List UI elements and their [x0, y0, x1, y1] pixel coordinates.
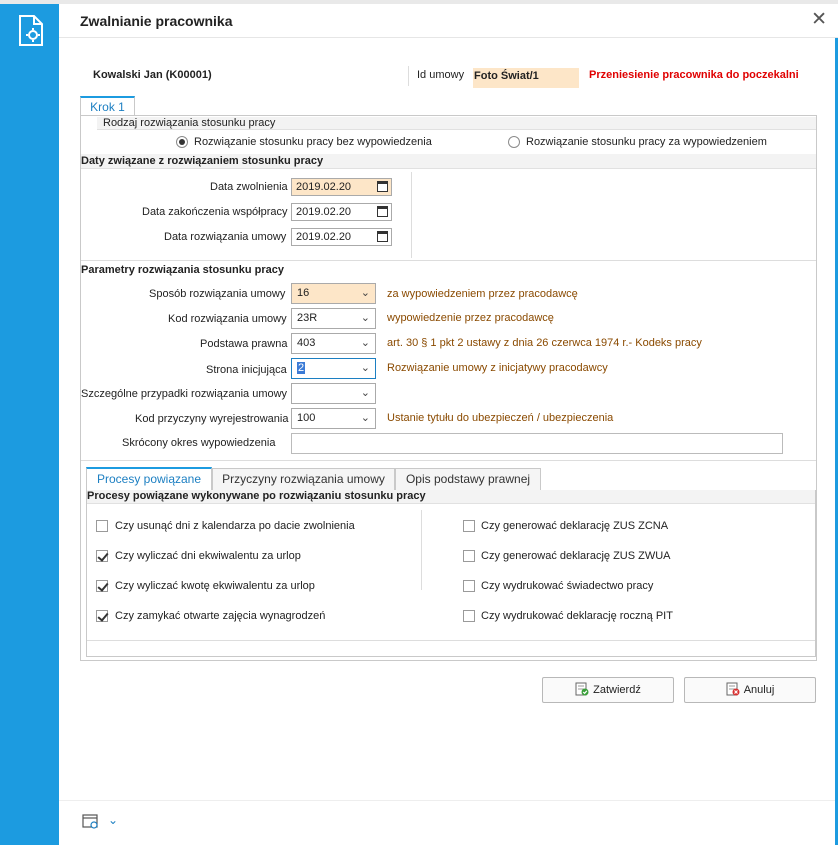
params-separator	[81, 260, 816, 261]
confirm-button-label: Zatwierdź	[593, 684, 641, 696]
end-coop-date-label: Data zakończenia współpracy	[142, 206, 288, 218]
method-combo[interactable]	[291, 283, 376, 304]
checkbox-remove-calendar-days[interactable]	[96, 520, 108, 532]
method-label: Sposób rozwiązania umowy	[149, 288, 286, 300]
zus-zcna-label: Czy generować deklarację ZUS ZCNA	[481, 520, 669, 532]
chevron-down-icon[interactable]: ⌄	[360, 387, 370, 399]
window-title: Zwalnianie pracownika	[80, 13, 233, 29]
code-label: Kod rozwiązania umowy	[168, 313, 287, 325]
chevron-down-icon[interactable]: ⌄	[360, 362, 370, 374]
confirm-icon	[575, 682, 589, 696]
legal-basis-desc: art. 30 § 1 pkt 2 ustawy z dnia 26 czerwca 1974 r.- Kodeks pracy	[387, 337, 702, 349]
shortened-notice-label: Skrócony okres wypowiedzenia	[122, 437, 276, 449]
chevron-down-icon[interactable]: ⌄	[360, 412, 370, 424]
checkbox-close-salary-items[interactable]	[96, 610, 108, 622]
cancel-button[interactable]	[684, 677, 816, 703]
radio-without-notice[interactable]	[176, 136, 188, 148]
chevron-down-icon[interactable]: ⌄	[360, 337, 370, 349]
employee-name: Kowalski Jan (K00001)	[93, 69, 212, 81]
code-combo[interactable]	[291, 308, 376, 329]
calendar-icon[interactable]	[377, 231, 388, 242]
print-pit-label: Czy wydrukować deklarację roczną PIT	[481, 610, 673, 622]
termination-date-label: Data rozwiązania umowy	[164, 231, 287, 243]
close-salary-items-label: Czy zamykać otwarte zajęcia wynagrodzeń	[115, 610, 326, 622]
legal-basis-label: Podstawa prawna	[200, 338, 288, 350]
termination-type-header	[97, 117, 816, 130]
confirm-button[interactable]	[542, 677, 674, 703]
contract-id-label: Id umowy	[417, 69, 465, 81]
method-desc: za wypowiedzeniem przez pracodawcę	[387, 288, 578, 300]
dismissal-date-field[interactable]	[291, 178, 392, 196]
dates-title: Daty związane z rozwiązaniem stosunku pracy	[81, 155, 324, 167]
end-coop-date-field[interactable]	[291, 203, 392, 221]
calendar-icon[interactable]	[377, 181, 388, 192]
chevron-down-icon[interactable]: ⌄	[360, 312, 370, 324]
contract-id-value: Foto Świat/1	[474, 70, 539, 82]
zus-zwua-label: Czy generować deklarację ZUS ZWUA	[481, 550, 671, 562]
dismissal-date-value: 2019.02.20	[296, 181, 352, 193]
related-processes-panel	[86, 490, 816, 657]
window-settings-icon	[82, 814, 100, 830]
radio-with-notice[interactable]	[508, 136, 520, 148]
initiating-party-desc: Rozwiązanie umowy z inicjatywy pracodawcy	[387, 362, 608, 374]
footer-separator	[59, 800, 835, 801]
end-coop-date-value: 2019.02.20	[296, 206, 352, 218]
initiating-party-combo[interactable]	[291, 358, 376, 379]
processes-bottom-line	[87, 640, 815, 641]
title-bar	[59, 4, 838, 38]
settings-menu-button[interactable]	[82, 813, 120, 831]
termination-type-title: Rodzaj rozwiązania stosunku pracy	[103, 117, 276, 129]
tab-related-processes[interactable]: Procesy powiązane	[86, 467, 212, 490]
chevron-down-icon[interactable]: ⌄	[360, 287, 370, 299]
code-value: 23R	[297, 312, 318, 324]
deregistration-code-combo[interactable]	[291, 408, 376, 429]
cancel-icon	[726, 682, 740, 696]
radio-with-notice-label: Rozwiązanie stosunku pracy za wypowiedzeniem	[526, 136, 767, 148]
dates-divider	[411, 172, 412, 258]
checkbox-print-pit[interactable]	[463, 610, 475, 622]
tab-legal-basis-description[interactable]: Opis podstawy prawnej	[395, 468, 541, 490]
radio-without-notice-label: Rozwiązanie stosunku pracy bez wypowiedzenia	[194, 136, 432, 148]
code-desc: wypowiedzenie przez pracodawcę	[387, 312, 554, 324]
print-certificate-label: Czy wydrukować świadectwo pracy	[481, 580, 654, 592]
transfer-to-waiting-room-link[interactable]: Przeniesienie pracownika do poczekalni	[589, 69, 799, 81]
legal-basis-value: 403	[297, 337, 316, 349]
calendar-icon[interactable]	[377, 206, 388, 217]
chevron-down-icon: ⌄	[108, 813, 119, 827]
deregistration-code-value: 100	[297, 412, 316, 424]
close-icon[interactable]: ✕	[811, 9, 827, 30]
checkbox-zus-zcna[interactable]	[463, 520, 475, 532]
processes-divider	[421, 510, 422, 590]
termination-date-field[interactable]	[291, 228, 392, 246]
deregistration-code-desc: Ustanie tytułu do ubezpieczeń / ubezpieczenia	[387, 412, 614, 424]
remove-calendar-days-label: Czy usunąć dni z kalendarza po dacie zwolnienia	[115, 520, 355, 532]
document-settings-icon[interactable]	[16, 14, 46, 48]
initiating-party-label: Strona inicjująca	[206, 364, 287, 376]
checkbox-print-certificate[interactable]	[463, 580, 475, 592]
params-title: Parametry rozwiązania stosunku pracy	[81, 264, 284, 276]
shortened-notice-input[interactable]	[291, 433, 783, 454]
contract-id-field	[473, 68, 579, 88]
tab-step-1[interactable]: Krok 1	[80, 96, 135, 116]
cancel-button-label: Anuluj	[743, 684, 775, 696]
special-cases-label: Szczególne przypadki rozwiązania umowy	[81, 388, 288, 400]
processes-title: Procesy powiązane wykonywane po rozwiązaniu stosunku pracy	[87, 490, 426, 502]
leave-amount-equivalent-label: Czy wyliczać kwotę ekwiwalentu za urlop	[115, 580, 315, 592]
processes-header	[87, 490, 815, 504]
dismissal-date-label: Data zwolnienia	[210, 181, 288, 193]
initiating-party-value: 2	[298, 362, 305, 374]
checkbox-leave-days-equivalent[interactable]	[96, 550, 108, 562]
deregistration-code-label: Kod przyczyny wyrejestrowania	[135, 413, 289, 425]
method-value: 16	[297, 287, 310, 299]
sidebar	[0, 4, 59, 845]
legal-basis-combo[interactable]	[291, 333, 376, 354]
termination-date-value: 2019.02.20	[296, 231, 352, 243]
checkbox-leave-amount-equivalent[interactable]	[96, 580, 108, 592]
dates-header	[81, 154, 816, 169]
tab-termination-reasons[interactable]: Przyczyny rozwiązania umowy	[212, 468, 395, 490]
subtabs-separator	[81, 460, 816, 461]
header-divider	[408, 66, 409, 86]
special-cases-combo[interactable]	[291, 383, 376, 404]
leave-days-equivalent-label: Czy wyliczać dni ekwiwalentu za urlop	[115, 550, 301, 562]
checkbox-zus-zwua[interactable]	[463, 550, 475, 562]
